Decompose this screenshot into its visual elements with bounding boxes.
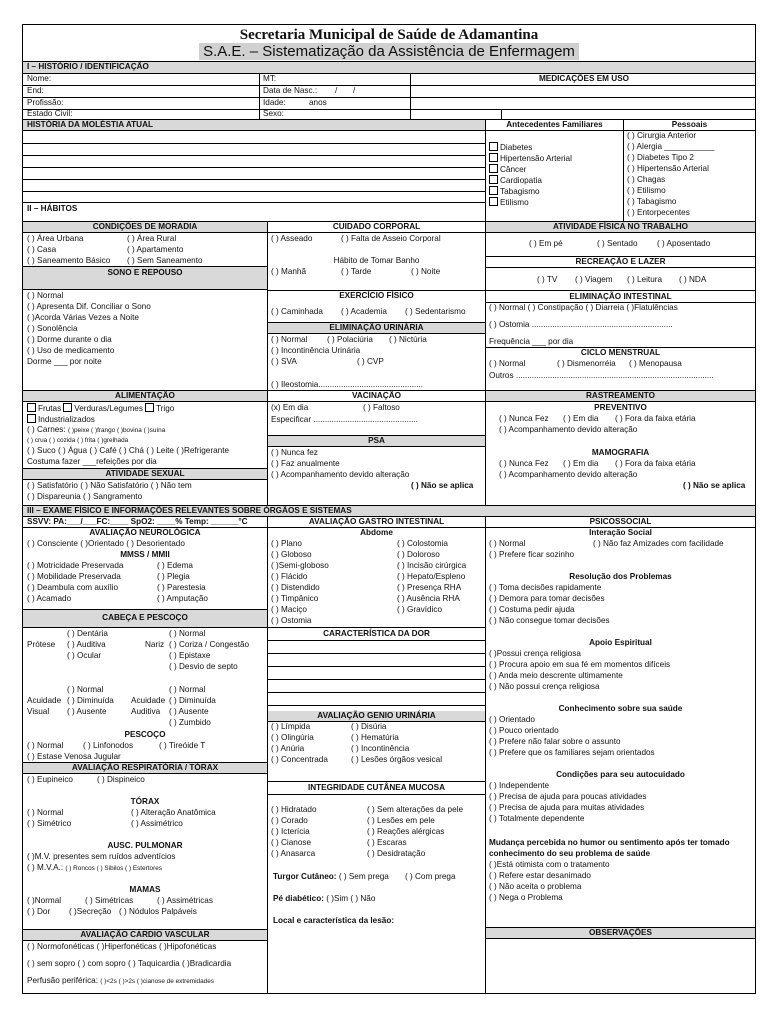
abdomen-item[interactable]: ( ) Hepato/Espleno: [397, 572, 466, 581]
option-not-applicable[interactable]: ( ) Não se aplica: [683, 481, 746, 490]
recreacao-title: RECREAÇÃO E LAZER: [575, 257, 666, 266]
personal-item[interactable]: ( ) Etilismo: [627, 186, 666, 195]
option-follow-up[interactable]: ( ) Acompanhamento devido alteração: [271, 470, 410, 479]
meat-preparation[interactable]: ( ) crua ( ) cozida ( ) frita ( )grelhada: [27, 437, 129, 444]
option-dyspneic[interactable]: ( ) Dispineico: [97, 775, 145, 784]
preventive-title: PREVENTIVO: [594, 403, 647, 412]
abdomen-item[interactable]: ( ) Ausência RHA: [397, 594, 460, 603]
checkbox[interactable]: [27, 414, 36, 423]
acuity-label: Acuidade: [131, 696, 166, 705]
civil-status-label: Estado Civil:: [27, 109, 73, 118]
drinks-options[interactable]: ( ) Suco ( ) Água ( ) Café ( ) Chá ( ) Leite ( )Refrigerante: [27, 446, 230, 455]
option-jugular-stasis[interactable]: ( ) Estase Venosa Jugular: [27, 752, 121, 761]
intestinal-options[interactable]: ( ) Normal ( ) Constipação ( ) Diarreia ( )Flatulências: [489, 303, 678, 312]
form-title: Secretaria Municipal de Saúde de Adamantina: [239, 27, 539, 43]
option-paresthesia[interactable]: ( ) Parestesia: [157, 583, 206, 592]
sleep-item[interactable]: ( )Acorda Várias Vezes a Noite: [27, 313, 139, 322]
heart-rhythm[interactable]: ( ) sem sopro ( ) com sopro ( ) Taquicardia ( )Bradicardia: [27, 959, 232, 968]
family-item: Hipertensão Arterial: [500, 154, 572, 163]
abdomen-item[interactable]: ( ) Maciço: [271, 605, 307, 614]
pain-line[interactable]: [267, 705, 485, 706]
option-mobility[interactable]: ( ) Mobilidade Preservada: [27, 572, 121, 581]
personal-history-title: Pessoais: [671, 120, 708, 129]
health-knowledge-title: Conhecimento sobre sua saúde: [558, 704, 683, 713]
option-assisted-walk[interactable]: ( ) Deambula com auxílio: [27, 583, 119, 592]
profession-label: Profissão:: [27, 98, 64, 107]
option-mva[interactable]: ( ) M.V.A.:: [27, 863, 64, 872]
gastro-title: AVALIAÇÃO GASTRO INTESTINAL: [308, 517, 445, 526]
abdomen-item[interactable]: ( ) Timpânico: [271, 594, 319, 603]
mood-title-2: conhecimento do seu problema de saúde: [489, 849, 651, 858]
option-dehydration[interactable]: ( ) Desidratação: [367, 849, 426, 858]
option-secretion[interactable]: ( )Secreção: [69, 907, 112, 916]
option-never[interactable]: ( ) Nunca Fez: [499, 414, 549, 423]
option-anatomic-change[interactable]: ( ) Alteração Anatômica: [131, 808, 216, 817]
checkbox[interactable]: [489, 153, 498, 162]
spiritual-title: Apoio Espiritual: [589, 638, 652, 647]
sex-label: Sexo:: [263, 109, 284, 118]
family-item: Etilismo: [500, 198, 529, 207]
option-walk[interactable]: ( ) Caminhada: [271, 307, 323, 316]
psico-item[interactable]: ( ) Procura apoio em sua fé em momentos difíceis: [489, 660, 671, 669]
checkbox[interactable]: [145, 403, 154, 412]
option-urban[interactable]: ( ) Área Urbana: [27, 234, 84, 243]
personal-item[interactable]: ( ) Tabagismo: [627, 197, 677, 206]
sleep-item[interactable]: ( ) Normal: [27, 291, 64, 300]
option-absent[interactable]: ( ) Ausente: [67, 707, 107, 716]
option-hearing[interactable]: ( ) Auditiva: [67, 640, 106, 649]
food-vegetables: Verduras/Legumes: [74, 404, 143, 413]
option-allergic[interactable]: ( ) Reações alérgicas: [367, 827, 445, 836]
option-up-to-date[interactable]: ( ) Em dia: [563, 459, 599, 468]
option-standing[interactable]: ( ) Em pé: [529, 239, 563, 248]
social-title: Interação Social: [589, 528, 652, 537]
medications-title: MEDICAÇÕES EM USO: [538, 74, 630, 83]
option-hydrated[interactable]: ( ) Hidratado: [271, 805, 317, 814]
psico-item[interactable]: ( ) Não consegue tomar decisões: [489, 616, 610, 625]
family-item: Tabagismo: [500, 187, 540, 196]
neck-title: PESCOÇO: [124, 730, 166, 739]
option-polaciuria[interactable]: ( ) Polaciúria: [327, 335, 373, 344]
psico-item[interactable]: ( ) Anda meio descrente ultimamente: [489, 671, 623, 680]
birthdate-label: Data de Nasc.:: [263, 86, 318, 95]
personal-item[interactable]: ( ) Cirurgia Anterior: [627, 131, 697, 140]
personal-item[interactable]: ( ) Entorpecentes: [627, 208, 690, 217]
moradia-title: CONDIÇÕES DE MORADIA: [92, 222, 198, 231]
vacinacao-title: VACINAÇÃO: [352, 391, 401, 400]
option-no-sanitation[interactable]: ( ) Sem Saneamento: [127, 256, 203, 265]
name-label: Nome:: [27, 74, 52, 83]
neuro-title: AVALIAÇÃO NEUROLÓGICA: [89, 528, 201, 537]
psico-item[interactable]: ( ) Refere estar desanimado: [489, 871, 591, 880]
family-item: Diabetes: [500, 143, 533, 152]
corporal-title: CUIDADO CORPORAL: [332, 222, 421, 231]
abdomen-item[interactable]: ( ) Plano: [271, 539, 302, 548]
option-ostomy[interactable]: ( ) Ostomia ..............................................................: [489, 320, 673, 329]
psico-item[interactable]: ( ) Precisa de ajuda para muitas atividades: [489, 803, 645, 812]
option-follow-up[interactable]: ( ) Acompanhamento devido alteração: [499, 470, 638, 479]
sexual-options-2[interactable]: ( ) Dispareunia ( ) Sangramento: [27, 492, 143, 501]
abdomen-item[interactable]: ( )Semi-globoso: [271, 561, 329, 570]
fisica-title: ATIVIDADE FÍSICA NO TRABALHO: [552, 222, 689, 231]
psico-item[interactable]: ( ) Não aceita o problema: [489, 882, 582, 891]
cabeca-title: CABEÇA E PESCOÇO: [102, 613, 188, 622]
abdomen-item[interactable]: ( ) Doloroso: [397, 550, 440, 559]
food-fruits: Frutas: [38, 404, 62, 413]
option-dysmenorrhea[interactable]: ( ) Dismenorréia: [557, 359, 616, 368]
abdomen-item[interactable]: ( ) Presença RHA: [397, 583, 462, 592]
section-1-title: I – HISTÓRIO / IDENTIFICAÇÃO: [27, 62, 149, 71]
option-tv[interactable]: ( ) TV: [537, 275, 558, 284]
family-item: Cardiopatia: [500, 176, 542, 185]
family-history-title: Antecedentes Familiares: [506, 120, 603, 129]
option-reduced[interactable]: ( ) Diminuída: [67, 696, 114, 705]
psico-item[interactable]: ( ) Prefere que os familiares sejam orientados: [489, 748, 655, 757]
option-never[interactable]: ( ) Nunca Fez: [499, 459, 549, 468]
sleep-item[interactable]: ( ) Dorme durante o dia: [27, 335, 112, 344]
pain-line[interactable]: [267, 653, 485, 654]
alimentacao-title: ALIMENTAÇÃO: [115, 391, 175, 400]
dor-title: CARACTERÍSTICA DA DOR: [323, 629, 430, 638]
option-house[interactable]: ( ) Casa: [27, 245, 57, 254]
meat-types[interactable]: ( )peixe ( )frango ( )bovina ( )suína: [67, 427, 166, 434]
option-normal[interactable]: ( ) Normal: [271, 335, 308, 344]
option-never[interactable]: ( ) Nunca fez: [271, 448, 318, 457]
option-dysuria[interactable]: ( ) Disúria: [351, 722, 387, 731]
diabetic-foot-options[interactable]: ( )Sim ( ) Não: [326, 894, 376, 903]
years-label: anos: [309, 98, 327, 107]
checkbox[interactable]: [27, 403, 36, 412]
option-follow-up[interactable]: ( ) Acompanhamento devido alteração: [499, 425, 638, 434]
checkbox[interactable]: [489, 142, 498, 151]
prosthesis-label: Prótese: [27, 640, 56, 649]
sleep-item[interactable]: ( ) Sonolência: [27, 324, 78, 333]
rastreamento-title: RASTREAMENTO: [586, 391, 655, 400]
menstrual-title: CICLO MENSTRUAL: [580, 348, 661, 357]
option-no-fold[interactable]: ( ) Sem prega: [338, 872, 389, 881]
option-travel[interactable]: ( ) Viagem: [575, 275, 613, 284]
option-amputation[interactable]: ( ) Amputação: [157, 594, 208, 603]
personal-item[interactable]: ( ) Chagas: [627, 175, 666, 184]
abdomen-item[interactable]: ( ) Globoso: [271, 550, 312, 559]
psico-item[interactable]: ( ) Orientado: [489, 715, 535, 724]
section-2-title: II – HÁBITOS: [27, 204, 78, 213]
food-meat[interactable]: ( ) Carnes:: [27, 425, 66, 434]
problem-solving-title: Resolução dos Problemas: [569, 572, 672, 581]
abdomen-item[interactable]: ( ) Flácido: [271, 572, 308, 581]
option-clear[interactable]: ( ) Límpida: [271, 722, 311, 731]
option-normal[interactable]: ( ) Normal: [489, 359, 526, 368]
checkbox[interactable]: [489, 186, 498, 195]
observations-area[interactable]: [486, 939, 755, 991]
option-apartment[interactable]: ( ) Apartamento: [127, 245, 184, 254]
option-sanitation[interactable]: ( ) Saneamento Básico: [27, 256, 111, 265]
section-3-title: III – EXAME FÍSICO E INFORMAÇÕES RELEVANTES SOBRE ÓRGÃOS E SISTEMAS: [27, 506, 352, 515]
option-ileostomy[interactable]: ( ) Ileostomia..............................................: [271, 380, 423, 389]
consciousness-options[interactable]: ( ) Consciente ( )Orientado ( ) Desorientado: [27, 539, 185, 548]
resp-title: AVALIAÇÃO RESPIRATÓRIA / TÓRAX: [71, 763, 219, 772]
option-dental[interactable]: ( ) Dentária: [67, 629, 108, 638]
option-up-to-date[interactable]: (x) Em dia: [271, 403, 309, 412]
option-eupneic[interactable]: ( ) Eupineico: [27, 775, 73, 784]
pele-title: INTEGRIDADE CUTÂNEA MUCOSA: [307, 783, 446, 792]
option-lymph-nodes[interactable]: ( ) Linfonodos: [83, 741, 134, 750]
option-rural[interactable]: ( ) Área Rural: [127, 234, 177, 243]
abdomen-item[interactable]: ( ) Gravídico: [397, 605, 443, 614]
diabetic-foot-label: Pé diabético:: [273, 894, 324, 903]
option-symmetric[interactable]: ( ) Simétricas: [85, 896, 134, 905]
cardio-title: AVALIAÇÃO CARDIO VASCULAR: [80, 930, 210, 939]
option-menopause[interactable]: ( ) Menopausa: [629, 359, 682, 368]
option-morning[interactable]: ( ) Manhã: [271, 267, 307, 276]
sleep-item[interactable]: ( ) Apresenta Dif. Conciliar o Sono: [27, 302, 151, 311]
option-sedentary[interactable]: ( ) Sedentarismo: [405, 307, 466, 316]
nose-label: Nariz: [145, 640, 165, 649]
pain-line[interactable]: [267, 666, 485, 667]
specify-field[interactable]: Especificar ..............................................: [271, 415, 418, 424]
option-alone[interactable]: ( ) Prefere ficar sozinho: [489, 550, 575, 559]
abdomen-item[interactable]: ( ) Incisão cirúrgica: [397, 561, 467, 570]
meals-per-day[interactable]: Costuma fazer ___refeições por dia: [27, 457, 157, 466]
option-motor[interactable]: ( ) Motricidade Preservada: [27, 561, 124, 570]
other-field[interactable]: Outros .......................................................................................: [489, 371, 714, 380]
option-reading[interactable]: ( ) Leitura: [627, 275, 663, 284]
option-symmetric[interactable]: ( ) Simétrico: [27, 819, 72, 828]
option-pressure-ulcers[interactable]: ( ) Escaras: [367, 838, 407, 847]
option-plegia[interactable]: ( ) Plegia: [157, 572, 190, 581]
option-unclean[interactable]: ( ) Falta de Asseio Corporal: [341, 234, 441, 243]
urinaria-title: ELIMINAÇÃO URINÁRIA: [329, 323, 424, 332]
option-absent[interactable]: ( ) Ausente: [169, 707, 209, 716]
sexual-title: ATIVIDADE SEXUAL: [105, 469, 185, 478]
obs-title: OBSERVAÇÕES: [589, 928, 652, 937]
sleep-item[interactable]: Dorme ___ por noite: [27, 357, 102, 366]
mood-title: Mudança percebida no humor ou sentimento após ter tomado: [489, 838, 730, 847]
option-clean[interactable]: ( ) Asseado: [271, 234, 313, 243]
option-concentrated[interactable]: ( ) Concentrada: [271, 755, 328, 764]
intestinal-title: ELIMINAÇÃO INTESTINAL: [569, 292, 672, 301]
option-jaundice[interactable]: ( ) Icterícia: [271, 827, 310, 836]
breasts-title: MAMAS: [129, 885, 161, 894]
psico-item[interactable]: ( ) Pouco orientado: [489, 726, 559, 735]
psico-item[interactable]: ( ) Totalmente dependente: [489, 814, 585, 823]
option-skin-lesions[interactable]: ( ) Lesões em pele: [367, 816, 435, 825]
sae-form: [22, 24, 756, 994]
option-edema[interactable]: ( ) Edema: [157, 561, 193, 570]
option-nicturia[interactable]: ( ) Nictúria: [389, 335, 427, 344]
option-gym[interactable]: ( ) Academia: [341, 307, 387, 316]
bath-habit-label: Hábito de Tomar Banho: [333, 256, 420, 265]
vital-signs[interactable]: SSVV: PA:___/___FC:____ SpO2: ____% Temp: ______°C: [27, 517, 248, 526]
option-asymmetric[interactable]: ( ) Assimétricas: [157, 896, 213, 905]
option-pain[interactable]: ( ) Dor: [27, 907, 51, 916]
pain-line[interactable]: [267, 679, 485, 680]
option-epistaxis[interactable]: ( ) Epistaxe: [169, 651, 211, 660]
psa-title: PSA: [368, 436, 385, 445]
option-sva[interactable]: ( ) SVA: [271, 357, 297, 366]
option-septum[interactable]: ( ) Desvio de septo: [169, 662, 238, 671]
food-processed: Industrializados: [38, 415, 95, 424]
option-yearly[interactable]: ( ) Faz anualmente: [271, 459, 340, 468]
option-retired[interactable]: ( ) Aposentado: [657, 239, 711, 248]
acuity-label: Acuidade: [27, 696, 62, 705]
perfusion-label: Perfusão periférica:: [27, 976, 98, 985]
checkbox[interactable]: [489, 197, 498, 206]
option-normal[interactable]: ( ) Normal: [169, 629, 206, 638]
visual-label: Visual: [27, 707, 50, 716]
option-normal[interactable]: ( ) Normal: [489, 539, 526, 548]
option-sitting[interactable]: ( ) Sentado: [597, 239, 638, 248]
option-flushed[interactable]: ( ) Corado: [271, 816, 308, 825]
option-vesicular[interactable]: ( )M.V. presentes sem ruídos adventícios: [27, 852, 176, 861]
option-normal[interactable]: ( ) Normal: [67, 685, 104, 694]
option-reduced[interactable]: ( ) Diminuída: [169, 696, 216, 705]
option-bladder-lesion[interactable]: ( ) Lesões órgãos vesical: [351, 755, 443, 764]
heart-sounds[interactable]: ( ) Normofonéticas ( )Hiperfonéticas ( )Hipofonéticas: [27, 942, 217, 951]
auscultation-title: AUSC. PULMONAR: [107, 841, 183, 850]
psico-item[interactable]: ( ) Toma decisões rapidamente: [489, 583, 602, 592]
sleep-item[interactable]: ( ) Uso de medicamento: [27, 346, 115, 355]
option-nda[interactable]: ( ) NDA: [679, 275, 707, 284]
psico-item[interactable]: ( )Possui crença religiosa: [489, 649, 581, 658]
option-night[interactable]: ( ) Noite: [411, 267, 441, 276]
option-cyanosis[interactable]: ( ) Cianose: [271, 838, 312, 847]
option-nodules[interactable]: ( ) Nódulos Palpáveis: [119, 907, 197, 916]
option-incontinence[interactable]: ( ) Incontinência: [351, 744, 410, 753]
option-tinnitus[interactable]: ( ) Zumbido: [169, 718, 211, 727]
option-hematuria[interactable]: ( ) Hematúria: [351, 733, 399, 742]
form-subtitle: S.A.E. – Sistematização da Assistência de Enfermagem: [23, 43, 755, 60]
mt-label: MT:: [263, 74, 277, 83]
checkbox[interactable]: [489, 164, 498, 173]
thorax-title: TÓRAX: [130, 797, 160, 806]
option-missing[interactable]: ( ) Faltoso: [363, 403, 400, 412]
personal-item[interactable]: ( ) Diabetes Tipo 2: [627, 153, 694, 162]
exercicio-title: EXERCÍCIO FÍSICO: [339, 291, 414, 300]
option-anasarca[interactable]: ( ) Anasarca: [271, 849, 316, 858]
psico-item[interactable]: ( ) Costuma pedir ajuda: [489, 605, 575, 614]
option-coryza[interactable]: ( ) Coriza / Congestão: [169, 640, 250, 649]
option-asymmetric[interactable]: ( ) Assimétrico: [131, 819, 183, 828]
pain-line[interactable]: [267, 692, 485, 693]
address-label: End:: [27, 86, 44, 95]
option-fold[interactable]: ( ) Com prega: [405, 872, 456, 881]
limbs-title: MMSS / MMII: [120, 550, 170, 559]
psico-item[interactable]: ( ) Nega o Problema: [489, 893, 563, 902]
adventitious-sounds[interactable]: ( ) Roncos ( ) Sibilos ( ) Estertores: [65, 865, 162, 872]
frequency-field[interactable]: Frequência ___ por dia: [489, 337, 574, 346]
hearing-label: Auditiva: [131, 707, 161, 716]
checkbox[interactable]: [489, 175, 498, 184]
mammography-title: MAMOGRAFIA: [591, 448, 650, 457]
personal-item[interactable]: ( ) Hipertensão Arterial: [627, 164, 709, 173]
option-anuria[interactable]: ( ) Anúria: [271, 744, 305, 753]
option-normal[interactable]: ( ) Normal: [169, 685, 206, 694]
turgor-label: Turgor Cutâneo:: [273, 872, 337, 881]
abdomen-item[interactable]: ( ) Colostomia: [397, 539, 448, 548]
option-not-applicable[interactable]: ( ) Não se aplica: [411, 481, 474, 490]
history-title: HISTÓRIA DA MOLÉSTIA ATUAL: [27, 120, 153, 129]
option-bedridden[interactable]: ( ) Acamado: [27, 594, 72, 603]
abdomen-item[interactable]: ( ) Distendido: [271, 583, 320, 592]
checkbox[interactable]: [63, 403, 72, 412]
psico-item[interactable]: ( ) Independente: [489, 781, 550, 790]
option-up-to-date[interactable]: ( ) Em dia: [563, 414, 599, 423]
perfusion-options[interactable]: ( )<2s ( )>2s ( )cianose de extremidades: [100, 978, 214, 985]
option-normal[interactable]: ( ) Normal: [27, 741, 64, 750]
sono-title: SONO E REPOUSO: [107, 268, 183, 277]
option-no-skin-change[interactable]: ( ) Sem alterações da pele: [367, 805, 464, 814]
abdomen-title: Abdome: [360, 528, 393, 537]
option-out-of-range[interactable]: ( ) Fora da faixa etária: [615, 414, 696, 423]
personal-item[interactable]: ( ) Alergia ___________: [627, 142, 715, 151]
option-incontinence[interactable]: ( ) Incontinência Urinária: [271, 346, 361, 355]
option-ocular[interactable]: ( ) Ocular: [67, 651, 102, 660]
psico-item[interactable]: ( ) Prefere não falar sobre o assunto: [489, 737, 621, 746]
option-normal[interactable]: ( ) Normal: [27, 808, 64, 817]
food-wheat: Trigo: [155, 404, 175, 413]
family-item: Câncer: [500, 165, 527, 174]
abdomen-item[interactable]: ( ) Ostomia: [271, 616, 312, 625]
option-thyroid[interactable]: ( ) Tireóide T: [159, 741, 206, 750]
psico-item[interactable]: ( ) Demora para tomar decisões: [489, 594, 605, 603]
option-normal[interactable]: ( )Normal: [27, 896, 62, 905]
psico-title: PSICOSSOCIAL: [589, 517, 652, 526]
psico-item[interactable]: ( ) Não possui crença religiosa: [489, 682, 600, 691]
genito-title: AVALIAÇÃO GENIO URINÁRIA: [317, 711, 436, 720]
option-cvp[interactable]: ( ) CVP: [357, 357, 384, 366]
option-afternoon[interactable]: ( ) Tarde: [341, 267, 372, 276]
psico-item[interactable]: ( )Está otimista com o tratamento: [489, 860, 610, 869]
sexual-options[interactable]: ( ) Satisfatório ( ) Não Satisfatório ( ) Não tem: [27, 481, 192, 490]
option-no-friends[interactable]: ( ) Não faz Amizades com facilidade: [593, 539, 724, 548]
date-slash: /: [353, 86, 356, 95]
option-out-of-range[interactable]: ( ) Fora da faixa etária: [615, 459, 696, 468]
self-care-title: Condições para seu autocuidado: [556, 770, 685, 779]
psico-item[interactable]: ( ) Precisa de ajuda para poucas atividades: [489, 792, 647, 801]
option-oliguria[interactable]: ( ) Olingúria: [271, 733, 314, 742]
date-slash: /: [335, 86, 338, 95]
lesion-location-label: Local e característica da lesão:: [273, 916, 395, 925]
age-label: Idade:: [263, 98, 286, 107]
